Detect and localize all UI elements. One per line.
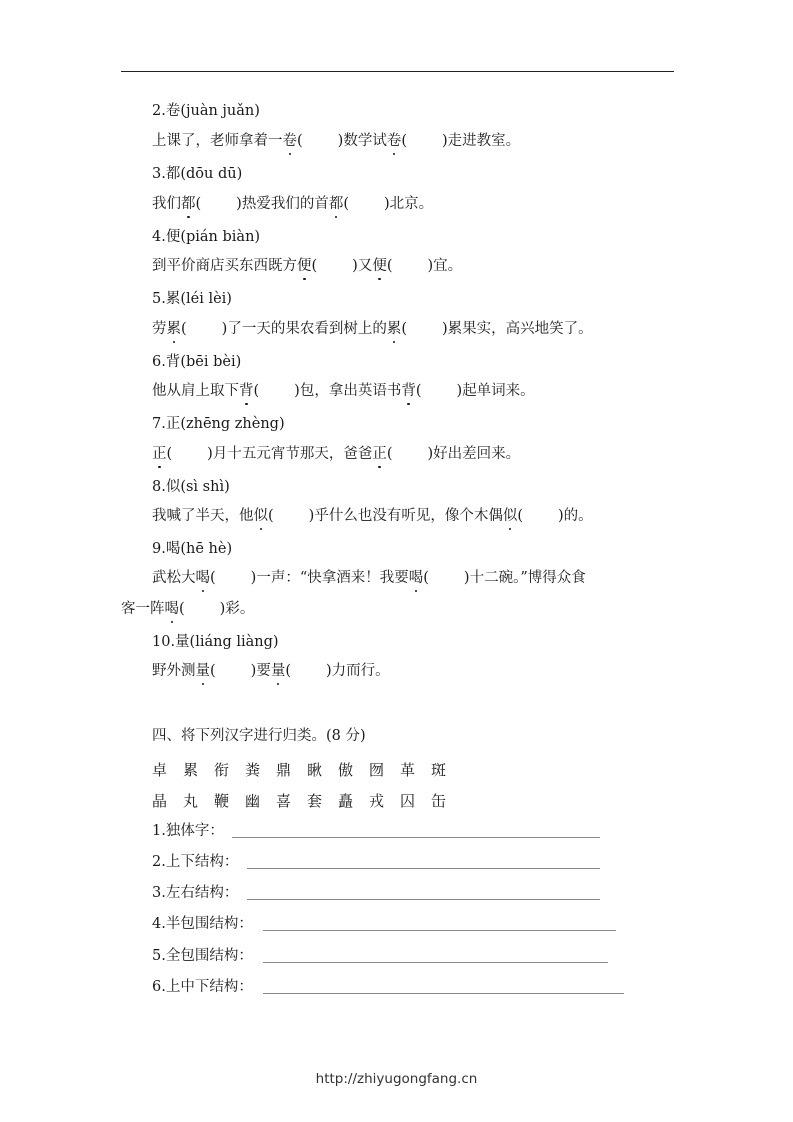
classify-char: 傲: [338, 761, 354, 779]
dotted-char: 似: [253, 508, 268, 524]
dotted-char: 背: [239, 383, 254, 399]
item-sentence: 正( )月十五元宵节那天，爸爸正( )好出差回来。: [152, 446, 521, 462]
classify-char: 缶: [431, 792, 447, 810]
item-sentence: 劳累( )了一天的果农看到树上的累( )累果实，高兴地笑了。: [152, 321, 593, 337]
classify-char: 斑: [431, 761, 447, 779]
classify-char: 喜: [276, 792, 292, 810]
item-heading: 2.卷(juàn juǎn): [152, 103, 260, 119]
item-heading: 7.正(zhēng zhèng): [152, 416, 285, 432]
classify-char: 矗: [338, 792, 354, 810]
dotted-char: 都: [328, 196, 344, 212]
dotted-char: 卷: [386, 133, 402, 149]
classify-char: 革: [400, 761, 416, 779]
answer-line[interactable]: [247, 899, 600, 900]
dotted-char: 正: [152, 446, 167, 462]
classify-char: 鞭: [214, 792, 230, 810]
answer-line[interactable]: [263, 962, 608, 963]
classify-char: 累: [183, 761, 199, 779]
classify-char: 粪: [245, 761, 261, 779]
answer-line[interactable]: [247, 868, 600, 869]
item-heading: 8.似(sì shì): [152, 479, 230, 495]
classify-char: 衔: [214, 761, 230, 779]
item-sentence: 到平价商店买东西既方便( )又便( )宜。: [152, 258, 463, 274]
item-sentence: 客一阵喝( )彩。: [121, 601, 255, 617]
dotted-char: 都: [181, 196, 196, 212]
dotted-char: 喝: [195, 570, 210, 586]
item-heading: 10.量(liáng liàng): [152, 634, 279, 650]
item-heading: 9.喝(hē hè): [152, 541, 233, 557]
category-label: 3.左右结构：: [152, 885, 239, 901]
dotted-char: 量: [270, 663, 286, 679]
section-4-title: 四、将下列汉字进行归类。(8 分): [152, 728, 366, 744]
classify-char: 丸: [183, 792, 199, 810]
classify-char: 幽: [245, 792, 261, 810]
category-label: 6.上中下结构：: [152, 979, 253, 995]
classify-char: 鼎: [276, 761, 292, 779]
char-row-1: [152, 759, 462, 780]
category-label: 4.半包围结构：: [152, 916, 253, 932]
dotted-char: 正: [372, 446, 387, 462]
category-label: 1.独体字：: [152, 823, 224, 839]
classify-char: 瞅: [307, 761, 323, 779]
dotted-char: 累: [166, 321, 181, 337]
item-sentence: 上课了，老师拿着一卷( )数学试卷( )走进教室。: [152, 133, 521, 149]
classify-char: 卓: [152, 761, 168, 779]
answer-line[interactable]: [263, 930, 616, 931]
char-row-2: [152, 790, 462, 811]
dotted-char: 累: [386, 321, 402, 337]
item-sentence: 武松大喝( )一声：“快拿酒来！我要喝( )十二碗。”博得众食: [152, 570, 586, 586]
dotted-char: 便: [297, 258, 312, 274]
classify-char: 囫: [369, 761, 385, 779]
dotted-char: 便: [372, 258, 387, 274]
dotted-char: 卷: [282, 133, 297, 149]
item-sentence: 我喊了半天，他似( )乎什么也没有听见，像个木偶似( )的。: [152, 508, 593, 524]
item-sentence: 他从肩上取下背( )包，拿出英语书背( )起单词来。: [152, 383, 535, 399]
item-sentence: 野外测量( )要量( )力而行。: [152, 663, 390, 679]
item-heading: 5.累(léi lèi): [152, 291, 232, 307]
dotted-char: 喝: [408, 570, 424, 586]
classify-char: 囚: [400, 792, 416, 810]
dotted-char: 背: [401, 383, 416, 399]
item-heading: 4.便(pián biàn): [152, 229, 261, 245]
item-heading: 6.背(bēi bèi): [152, 354, 242, 370]
category-label: 2.上下结构：: [152, 854, 239, 870]
answer-line[interactable]: [263, 993, 624, 994]
classify-char: 晶: [152, 792, 168, 810]
classify-char: 套: [307, 792, 323, 810]
dotted-char: 似: [502, 508, 518, 524]
dotted-char: 量: [195, 663, 210, 679]
item-sentence: 我们都( )热爱我们的首都( )北京。: [152, 196, 434, 212]
answer-line[interactable]: [232, 837, 600, 838]
category-label: 5.全包围结构：: [152, 948, 253, 964]
item-heading: 3.都(dōu dū): [152, 166, 243, 182]
dotted-char: 喝: [164, 601, 179, 617]
header-rule: [121, 71, 674, 72]
footer-url: http://zhiyugongfang.cn: [315, 1071, 478, 1087]
classify-char: 戎: [369, 792, 385, 810]
